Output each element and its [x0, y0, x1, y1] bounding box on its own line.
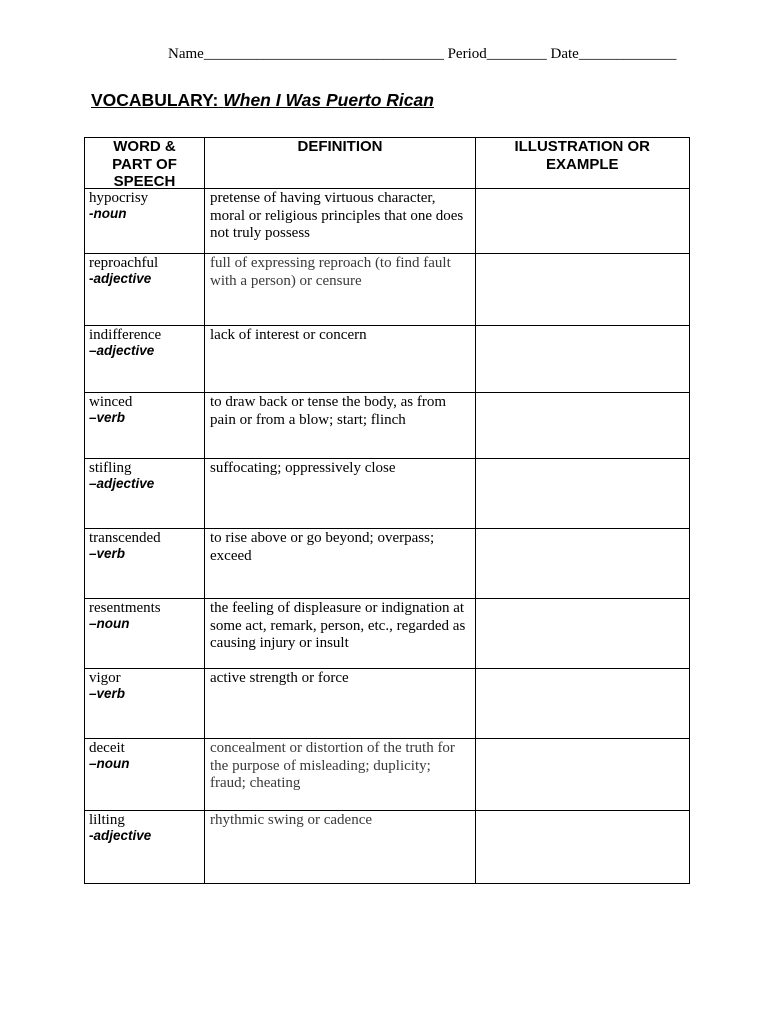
definition-cell	[205, 189, 476, 253]
part-of-speech: –verb	[89, 686, 126, 701]
word-cell	[85, 811, 205, 883]
table-row	[85, 739, 690, 811]
definition-text: lack of interest or concern	[210, 327, 367, 343]
example-cell	[476, 529, 690, 598]
title-label: VOCABULARY:	[91, 90, 219, 110]
definition-cell	[205, 459, 476, 528]
definition-text: pretense of having virtuous character, moral or religious principles that one does not truly possess	[210, 190, 464, 242]
definition-cell	[205, 669, 476, 738]
vocab-word: deceit	[89, 740, 125, 756]
word-cell	[85, 393, 205, 458]
definition-cell	[205, 599, 476, 668]
example-cell	[476, 459, 690, 528]
example-cell	[476, 599, 690, 668]
table-row	[85, 189, 690, 254]
word-cell	[85, 739, 205, 810]
definition-text: the feeling of displeasure or indignation at some act, remark, person, etc., regarded as causing injury or insult	[210, 600, 466, 652]
date-field: Date_____________	[550, 46, 677, 62]
definition-text: to draw back or tense the body, as from pain or from a blow; start; flinch	[210, 394, 447, 428]
book-title: When I Was Puerto Rican	[223, 90, 434, 110]
part-of-speech: –verb	[89, 546, 126, 561]
word-cell	[85, 599, 205, 668]
part-of-speech: –verb	[89, 410, 126, 425]
header-example-cell	[476, 138, 690, 188]
part-of-speech: –adjective	[89, 476, 155, 491]
table-row	[85, 599, 690, 669]
vocab-word: indifference	[89, 327, 162, 343]
vocab-word: resentments	[89, 600, 161, 616]
table-row	[85, 669, 690, 739]
header-word-cell	[85, 138, 205, 188]
table-header-row	[85, 138, 690, 189]
word-cell	[85, 669, 205, 738]
example-cell	[476, 393, 690, 458]
vocabulary-table	[84, 137, 690, 884]
definition-text: full of expressing reproach (to find fault with a person) or censure	[210, 255, 451, 289]
word-cell	[85, 189, 205, 253]
definition-cell	[205, 811, 476, 883]
definition-cell	[205, 739, 476, 810]
header-word-part-of-speech: WORD & PART OF SPEECH	[112, 138, 177, 188]
table-row	[85, 393, 690, 459]
part-of-speech: –noun	[89, 756, 130, 771]
example-cell	[476, 811, 690, 883]
header-definition: DEFINITION	[297, 138, 383, 155]
vocab-word: stifling	[89, 460, 132, 476]
vocab-word: winced	[89, 394, 133, 410]
example-cell	[476, 189, 690, 253]
part-of-speech: –adjective	[89, 343, 155, 358]
definition-text: to rise above or go beyond; overpass; exceed	[210, 530, 435, 564]
part-of-speech: -adjective	[89, 271, 152, 286]
definition-text: suffocating; oppressively close	[210, 460, 396, 476]
table-row	[85, 326, 690, 393]
part-of-speech: -noun	[89, 206, 127, 221]
worksheet-title	[91, 90, 434, 110]
name-field: Name________________________________	[168, 46, 444, 62]
word-cell	[85, 254, 205, 325]
word-cell	[85, 529, 205, 598]
definition-cell	[205, 326, 476, 392]
example-cell	[476, 669, 690, 738]
definition-cell	[205, 529, 476, 598]
table-row	[85, 254, 690, 326]
word-cell	[85, 326, 205, 392]
part-of-speech: -adjective	[89, 828, 152, 843]
table-row	[85, 529, 690, 599]
vocab-word: lilting	[89, 812, 125, 828]
example-cell	[476, 326, 690, 392]
definition-cell	[205, 393, 476, 458]
definition-text: active strength or force	[210, 670, 349, 686]
definition-text: rhythmic swing or cadence	[210, 812, 373, 828]
vocab-word: vigor	[89, 670, 121, 686]
example-cell	[476, 254, 690, 325]
header-definition-cell	[205, 138, 476, 188]
table-row	[85, 459, 690, 529]
student-info-line	[168, 46, 676, 63]
example-cell	[476, 739, 690, 810]
vocab-word: reproachful	[89, 255, 159, 271]
vocab-word: hypocrisy	[89, 190, 149, 206]
word-cell	[85, 459, 205, 528]
header-illustration-example: ILLUSTRATION OR EXAMPLE	[514, 138, 651, 173]
definition-text: concealment or distortion of the truth for the purpose of misleading; duplicity; fraud; cheating	[210, 740, 455, 792]
definition-cell	[205, 254, 476, 325]
table-row	[85, 811, 690, 884]
vocab-word: transcended	[89, 530, 161, 546]
part-of-speech: –noun	[89, 616, 130, 631]
period-field: Period________	[447, 46, 547, 62]
